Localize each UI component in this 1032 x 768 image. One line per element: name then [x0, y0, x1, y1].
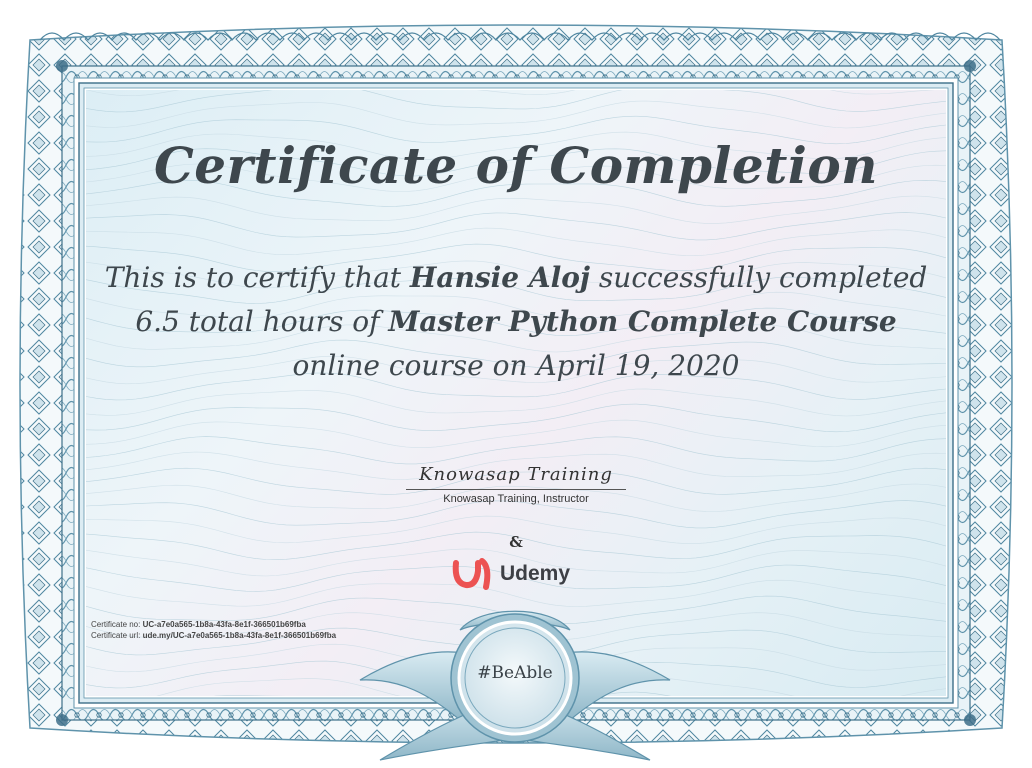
statement-mid1: successfully completed	[598, 261, 928, 294]
statement-mid2: total hours of	[188, 305, 380, 338]
statement-mid3: online course on	[292, 349, 528, 382]
guilloche-line	[86, 90, 946, 112]
certificate-info	[91, 619, 336, 641]
certificate-number-label: Certificate no:	[91, 620, 141, 629]
guilloche-line	[86, 213, 946, 240]
ampersand: &	[509, 533, 523, 551]
guilloche-line	[86, 389, 946, 416]
certificate-url-row	[91, 630, 336, 641]
brand-name: Udemy	[500, 562, 571, 585]
guilloche-line	[86, 101, 946, 128]
instructor-signature: Knowasap Training	[406, 464, 626, 490]
completion-date: April 19, 2020	[536, 349, 740, 382]
seal-hashtag: #BeAble	[477, 663, 553, 683]
certificate-url[interactable]: ude.my/UC-a7e0a565-1b8a-43fa-8e1f-366501b69fba	[142, 631, 337, 640]
guilloche-line	[86, 437, 946, 464]
guilloche-line	[86, 90, 946, 96]
certificate-number: UC-a7e0a565-1b8a-43fa-8e1f-366501b69fba	[142, 620, 306, 629]
signature-block	[396, 464, 636, 505]
udemy-logo	[452, 556, 570, 592]
guilloche-line	[86, 420, 946, 448]
certificate-title: Certificate of Completion	[153, 136, 879, 195]
udemy-u-icon	[452, 557, 496, 591]
recipient-name: Hansie Aloj	[409, 261, 591, 294]
statement-intro: This is to certify that	[104, 261, 402, 294]
ribbon-seal	[340, 600, 690, 768]
course-hours: 6.5	[135, 305, 180, 338]
certificate-url-label: Certificate url:	[91, 631, 141, 640]
instructor-caption: Knowasap Training, Instructor	[443, 493, 589, 505]
course-name: Master Python Complete Course	[388, 305, 897, 338]
certificate-number-row	[91, 619, 336, 630]
certificate-statement	[100, 256, 932, 388]
guilloche-line	[86, 228, 946, 256]
guilloche-line	[86, 196, 946, 223]
guilloche-line	[86, 404, 946, 432]
